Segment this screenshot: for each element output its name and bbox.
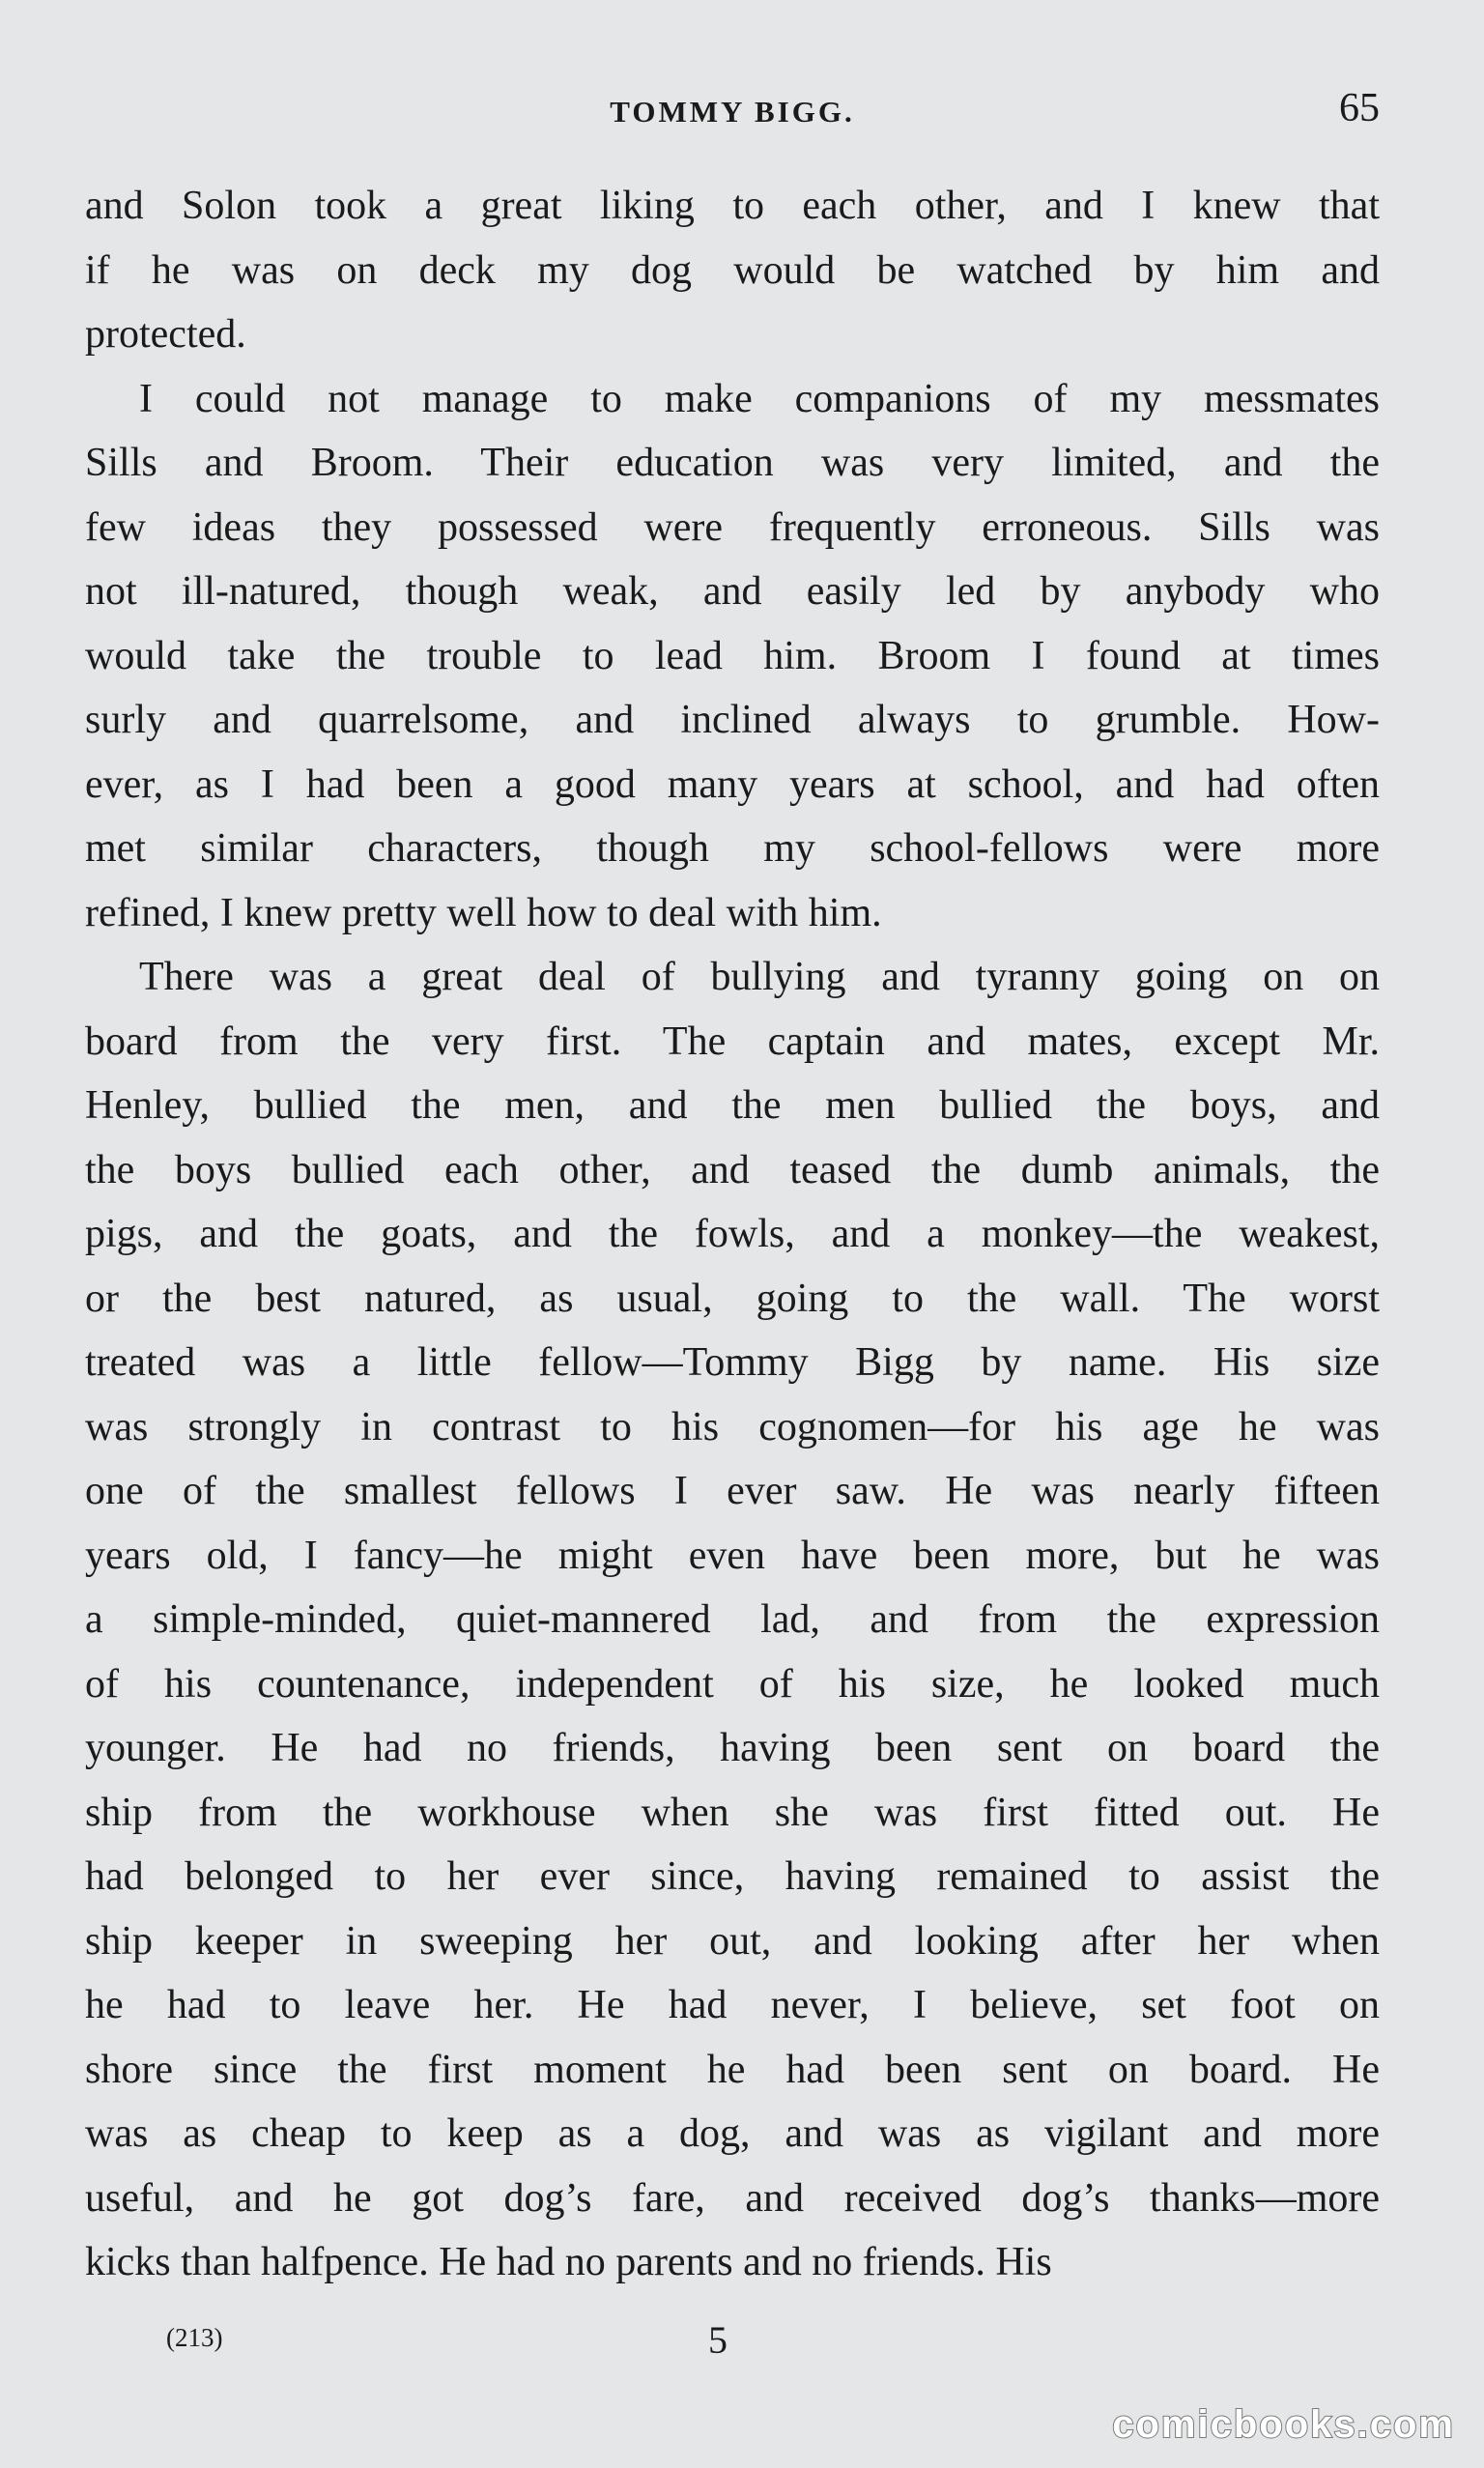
page-number: 65 <box>1339 86 1380 130</box>
text-line: I could not manage to make companions of my messmates <box>139 376 1380 421</box>
text-line: the boys bullied each other, and teased the dumb animals, the <box>85 1147 1380 1192</box>
text-line: was as cheap to keep as a dog, and was as vigilant and more <box>85 2111 1380 2156</box>
text-line: was strongly in contrast to his cognomen—for his age he was <box>85 1404 1380 1449</box>
text-line: kicks than halfpence. He had no parents and no friends. His <box>85 2240 1052 2284</box>
text-line: Henley, bullied the men, and the men bullied the boys, and <box>85 1083 1380 1128</box>
text-line: years old, I fancy—he might even have been more, but he was <box>85 1533 1380 1578</box>
text-line: or the best natured, as usual, going to the wall. The worst <box>85 1276 1380 1321</box>
text-line: and Solon took a great liking to each other, and I knew that <box>85 184 1380 228</box>
text-line: had belonged to her ever since, having remained to assist the <box>85 1854 1380 1899</box>
text-line: surly and quarrelsome, and inclined always to grumble. How- <box>85 698 1380 742</box>
text-line: pigs, and the goats, and the fowls, and a monkey—the weakest, <box>85 1212 1380 1256</box>
text-line: of his countenance, independent of his size, he looked much <box>85 1661 1380 1707</box>
text-line: protected. <box>85 312 246 357</box>
text-line: shore since the first moment he had been sent on board. He <box>85 2047 1380 2092</box>
text-line: Sills and Broom. Their education was very limited, and the <box>85 441 1380 485</box>
paragraph <box>85 174 1380 367</box>
text-line: a simple-minded, quiet-mannered lad, and from the expression <box>85 1597 1380 1642</box>
running-title: TOMMY BIGG. <box>610 95 855 129</box>
text-line: board from the very first. The captain and mates, except Mr. <box>85 1019 1380 1064</box>
text-line: younger. He had no friends, having been sent on board the <box>85 1726 1380 1770</box>
text-line: few ideas they possessed were frequently erroneous. Sills was <box>85 504 1380 550</box>
text-line: if he was on deck my dog would be watched by him and <box>85 247 1380 293</box>
text-line: ever, as I had been a good many years at school, and had often <box>85 761 1380 807</box>
text-line: not ill-natured, though weak, and easily led by anybody who <box>85 569 1380 614</box>
text-line: met similar characters, though my school-fellows were more <box>85 826 1380 871</box>
paragraph <box>85 367 1380 946</box>
text-line: would take the trouble to lead him. Broom I found at times <box>85 633 1380 678</box>
text-line: treated was a little fellow—Tommy Bigg by name. His size <box>85 1340 1380 1385</box>
paragraph <box>85 945 1380 2295</box>
text-line: one of the smallest fellows I ever saw. He was nearly fifteen <box>85 1469 1380 1513</box>
text-line: ship from the workhouse when she was first fitted out. He <box>85 1790 1380 1835</box>
text-line: he had to leave her. He had never, I believe, set foot on <box>85 1983 1380 2027</box>
printer-signature: (213) <box>166 2323 223 2352</box>
text-line: useful, and he got dog’s fare, and received dog’s thanks—more <box>85 2175 1380 2221</box>
text-line: refined, I knew pretty well how to deal with him. <box>85 890 882 935</box>
text-line: ship keeper in sweeping her out, and looking after her when <box>85 1918 1380 1964</box>
signature-mark: 5 <box>708 2318 728 2362</box>
text-line: There was a great deal of bullying and tyranny going on on <box>139 955 1380 999</box>
watermark: comicbooks.com <box>1112 2403 1455 2446</box>
running-head <box>85 85 1380 133</box>
body-text <box>85 174 1380 2295</box>
